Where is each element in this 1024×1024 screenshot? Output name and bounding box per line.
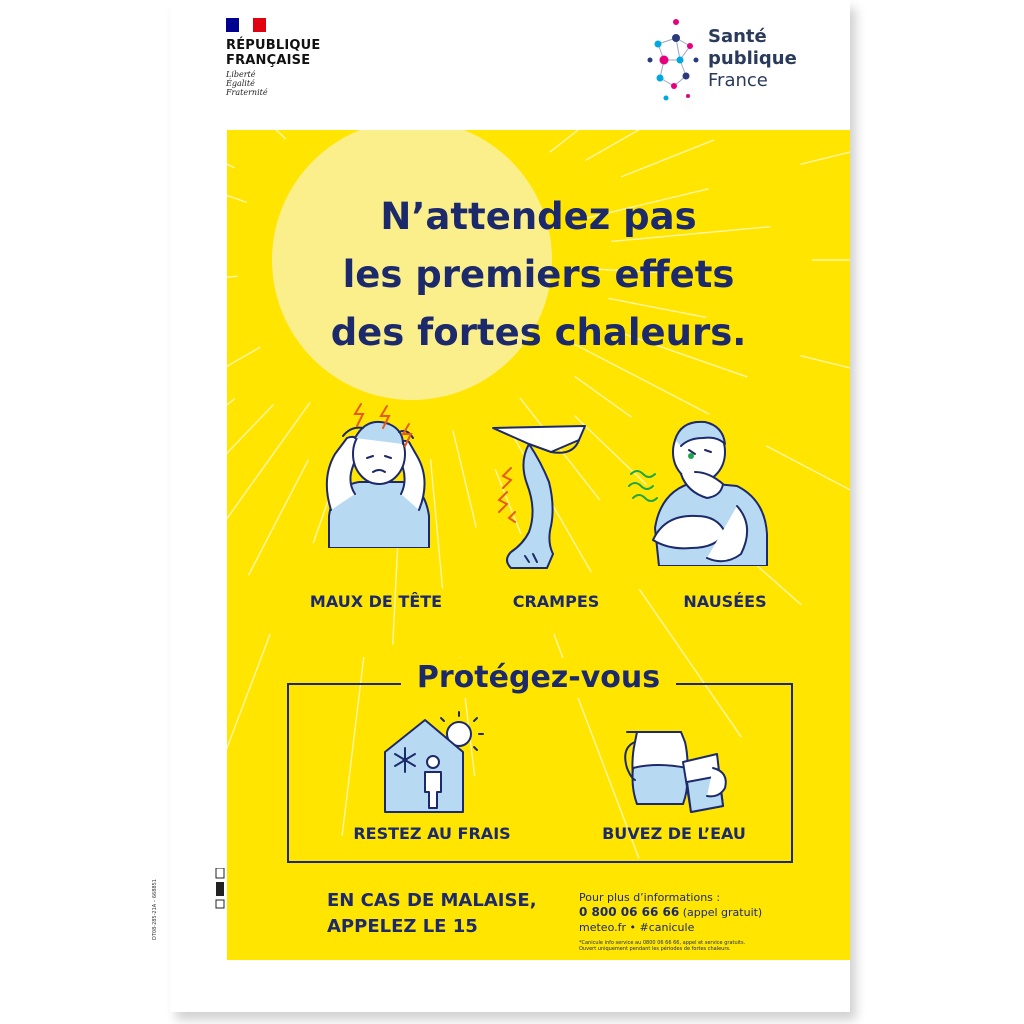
sun-ray	[575, 376, 632, 417]
sun-ray	[621, 140, 714, 177]
main-title	[227, 188, 850, 362]
info-web: meteo.fr • #canicule	[579, 921, 695, 934]
sante-publique-france-logo	[646, 16, 826, 106]
sun-ray	[550, 130, 676, 152]
sun-ray	[227, 404, 274, 455]
emergency-line-1: EN CAS DE MALAISE,	[327, 890, 537, 911]
sun-ray	[585, 130, 646, 160]
rf-motto-egalite: Égalité	[226, 79, 255, 88]
sun-ray	[227, 130, 286, 139]
heatwave-poster	[227, 130, 850, 960]
french-flag-icon	[226, 18, 266, 32]
molecule-dots-icon	[646, 16, 708, 106]
sun-ray	[227, 402, 310, 532]
spf-line2: publique	[708, 48, 797, 69]
action-label-stay-cool: RESTEZ AU FRAIS	[353, 824, 511, 843]
rf-line2: FRANÇAISE	[226, 53, 311, 68]
info-block	[579, 890, 762, 935]
emergency-message	[327, 888, 537, 940]
headache-person-icon	[307, 398, 447, 548]
info-heading: Pour plus d’informations :	[579, 891, 721, 904]
sun-ray	[249, 460, 309, 575]
protect-title	[227, 658, 850, 698]
spf-line1: Santé	[708, 26, 767, 47]
emergency-line-2: APPELEZ LE 15	[327, 916, 478, 937]
print-reference-code: DT08-285-21A – 668851	[152, 879, 158, 940]
logo-header	[170, 0, 850, 130]
cool-house-icon	[379, 708, 489, 818]
leg-cramp-icon	[489, 422, 599, 572]
title-line-1: N’attendez pas	[380, 195, 697, 238]
spf-line3: France	[708, 70, 768, 91]
symptom-label-cramps: CRAMPES	[512, 592, 600, 611]
sun-ray	[800, 356, 850, 399]
poster-sheet	[152, 0, 850, 1012]
title-line-2: les premiers effets	[342, 253, 735, 296]
sun-ray	[766, 446, 850, 558]
symptom-label-headache: MAUX DE TÊTE	[309, 592, 443, 611]
rf-motto-liberte: Liberté	[226, 70, 256, 79]
title-line-3: des fortes chaleurs.	[330, 311, 747, 354]
nausea-person-icon	[625, 416, 775, 566]
republique-francaise-logo	[226, 18, 321, 97]
rf-line1: RÉPUBLIQUE	[226, 38, 321, 53]
sun-ray	[227, 130, 234, 168]
fine-print: *Canicule info service au 0800 06 66 66, appel et service gratuits. Ouvert uniquement pendant les périodes de fortes chaleurs.	[579, 940, 746, 952]
sun-ray	[800, 130, 850, 164]
action-label-drink-water: BUVEZ DE L’EAU	[602, 824, 746, 843]
symptom-label-nausea: NAUSÉES	[683, 592, 767, 611]
recycling-marks-icon	[215, 868, 225, 958]
rf-motto-fraternite: Fraternité	[226, 88, 268, 97]
water-jug-icon	[621, 718, 731, 818]
info-phone-note: (appel gratuit)	[682, 906, 763, 919]
sun-ray	[453, 430, 476, 527]
info-phone: 0 800 06 66 66	[579, 905, 680, 919]
protect-title-text: Protégez-vous	[401, 658, 676, 698]
